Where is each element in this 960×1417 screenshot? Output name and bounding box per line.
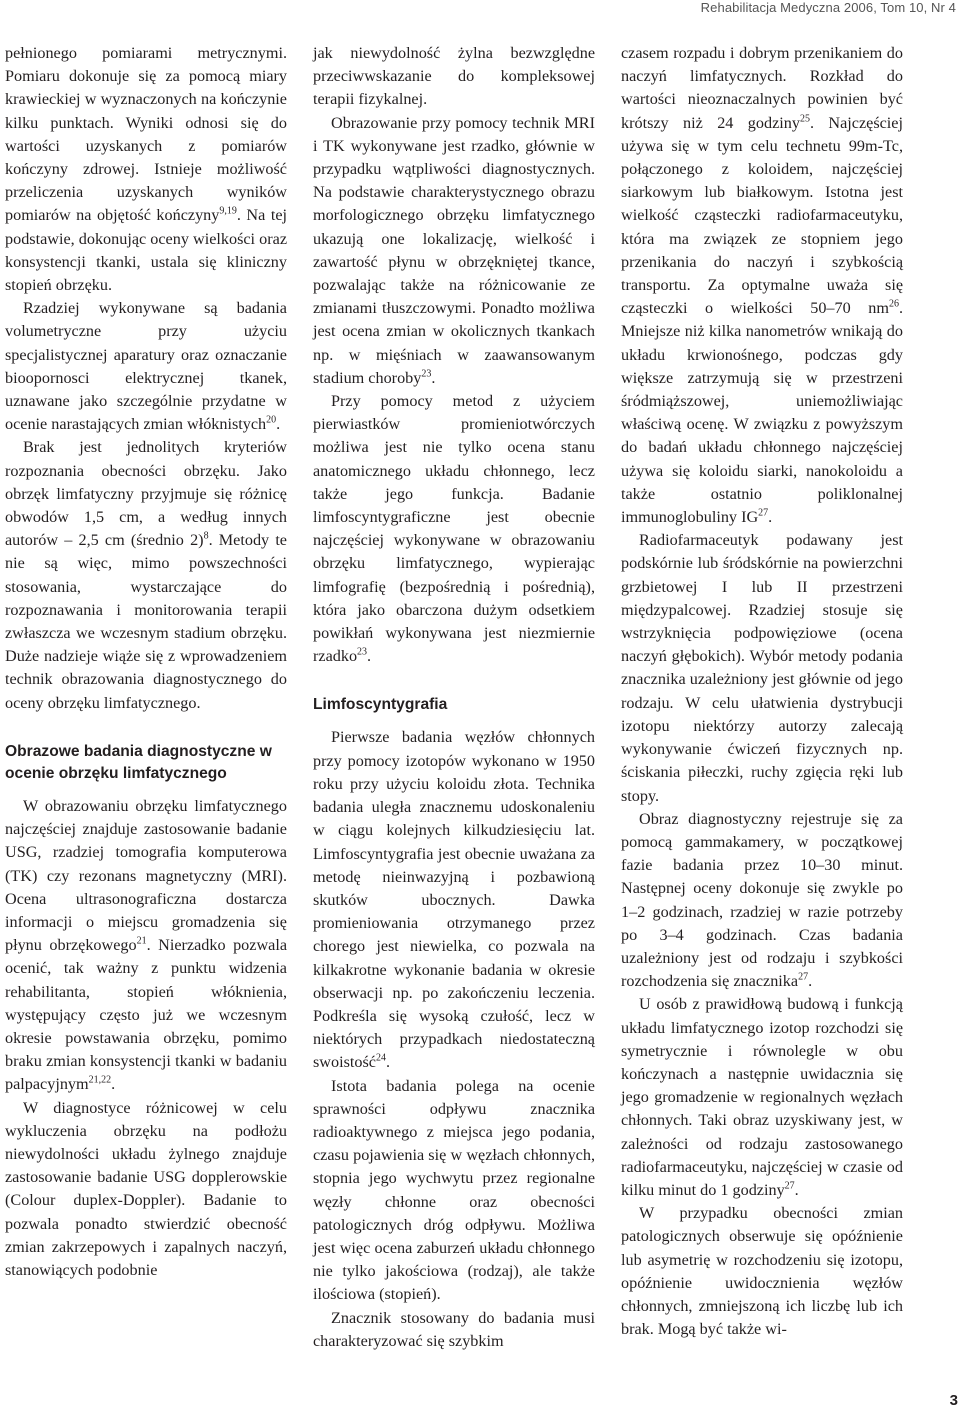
running-header: Rehabilitacja Medyczna 2006, Tom 10, Nr 4 — [700, 0, 956, 15]
paragraph: Znacznik stosowany do badania musi charakteryzować się szybkim — [313, 1308, 595, 1350]
citation-ref: 27 — [798, 971, 809, 983]
citation-ref: 25 — [799, 113, 810, 125]
paragraph: czasem rozpadu i dobrym przenikaniem do naczyń limfatycznych. Rozkład do wartości nieoznaczalnych powinien być krótszy niż 24 godziny$^{25}$. Najczęściej używa się w tym celu technetu 99m-Tc, połączonego z koloidem, najczęściej siarkowym lub białkowym. Istotna jest wielkość cząsteczki radiofarmaceutyku, która ma związek ze stopniem jego przenikania do naczyń i szybkością transportu. Za optymalne uważa się cząsteczki o wielkości 50–70 $nm^{26}$. Mniejsze niż kilka nanometrów wnikają do układu krwionośnego, podczas gdy większe zatrzymują się w przestrzeni śródmiąższowej, uniemożliwiając właściwą ocenę. W związku z powyższym do badań układu chłonnego najczęściej używa się koloidu siarki, nanokoloidu a także ostatnio poliklonalnej immunoglobuliny IG$^{27}$. — [621, 44, 903, 527]
column-2 — [313, 42, 595, 1353]
paragraph: W obrazowaniu obrzęku limfatycznego najczęściej znajduje zastosowanie badanie USG, rzadziej tomografia komputerowa (TK) czy rezonans magnetyczny (MRI). Ocena ultrasonograficzna dostarcza informacji o miejscu gromadzenia się płynu obrzękowego$^{21}$. Nierzadko pozwala ocenić, tak ważny z punktu widzenia rehabilitanta, stopień włóknienia, występujący często już we wczesnym okresie powstawania obrzęku, pomimo braku zmian konsystencji tkanki w badaniu palpacyjnym$^{21,22}$. — [5, 796, 288, 1094]
paragraph: Istota badania polega na ocenie sprawności odpływu znacznika radioaktywnego z miejsca jego podania, czasu pojawienia się w węzłach chłonnych, stopnia jego wychwytu przez regionalne węzły chłonne oraz obecności patologicznych dróg odpływu. Możliwa jest więc ocena zaburzeń układu chłonnego nie tylko jakościowa (rodzaj), ale także ilościowa (stopień). — [313, 1076, 595, 1304]
paragraph: Obrazowanie przy pomocy technik MRI i TK wykonywane jest rzadko, głównie w przypadku wątpliwości diagnostycznych. Na podstawie charakterystycznego obrazu morfologicznego obrzęku limfatycznego ukazują one lokalizację, wielkość i zawartość płynu w obrzękniętej tkance, pozwalając także na różnicowanie ze zmianami tłuszczowymi. Ponadto możliwa jest ocena zmian w okolicznych tkankach np. w mięśniach w zaawansowanym stadium choroby$^{23}$. — [313, 113, 595, 387]
citation-ref: 21 — [136, 935, 147, 947]
paragraph: Obraz diagnostyczny rejestruje się za pomocą gammakamery, w początkowej fazie badania przez 10–30 minut. Następnej oceny dokonuje się zwykle po 1–2 godzinach, rzadziej w razie potrzeby po 3–4 godzinach. Czas badania uzależniony jest od rodzaju i szybkości rozchodzenia się znacznika$^{27}$. — [621, 809, 903, 991]
paragraph: Radiofarmaceutyk podawany jest podskórnie lub śródskórnie na powierzchni grzbietowej I lub II przestrzeni międzypalcowej. Rzadziej stosuje się wstrzyknięcia podpowięziowe (ocena naczyń głębokich). Wybór metody podania znacznika uzależniony jest głównie od jego rodzaju. W celu ułatwienia dystrybucji izotopu niektórzy autorzy zalecają wykonywanie ćwiczeń fizycznych np. ściskania piłeczki, ruchy zgięcia ręki lub stopy. — [621, 531, 903, 805]
citation-ref: 20 — [266, 414, 277, 426]
paragraph: jak niewydolność żylna bezwzględne przeciwwskazanie do kompleksowej terapii fizykalnej. — [313, 44, 595, 109]
page-number: 3 — [949, 1392, 958, 1409]
column-1 — [5, 42, 287, 1282]
paragraph: Pierwsze badania węzłów chłonnych przy pomocy izotopów wykonano w 1950 roku przy użyciu koloidu złota. Technika badania uległa znacznemu udoskonaleniu w ciągu kolejnych kilkudziesięciu lat. Limfoscyntygrafia jest obecnie uważana za metodę nieinwazyjną i pozbawioną skutków ubocznych. Dawka promieniowania otrzymanego przez chorego jest niewielka, co pozwala na kilkakrotne wykonanie badania w okresie obserwacji np. po zakończeniu leczenia. Podkreśla się wysoką czułość, lecz w niektórych przypadkach niedostateczną swoistość$^{24}$. — [313, 728, 595, 1072]
paragraph: pełnionego pomiarami metrycznymi. Pomiaru dokonuje się za pomocą miary krawieckiej w wyznaczonych na kończynie kilku punktach. Wyniki odnosi się do wartości uzyskanych z pomiarów kończyny zdrowej. Istnieje możliwość przeliczenia uzyskanych wyników pomiarów na objętość kończyny$^{9,19}$. Na tej podstawie, dokonując oceny wielkości oraz konsystencji tkanki, ustala się kliniczny stopień obrzęku. — [5, 44, 287, 295]
section-heading: Limfoscyntygrafia — [313, 696, 448, 714]
citation-ref: 27 — [784, 1180, 795, 1192]
paragraph: Przy pomocy metod z użyciem pierwiastków promieniotwórczych możliwa jest nie tylko ocena stanu anatomicznego układu chłonnego, lecz także jego funkcja. Badanie limfoscyntygraficzne jest obecnie najczęściej wykonywane w obrazowaniu obrzęku limfatycznego, wypierając limfografię (bezpośrednią i pośrednią), która jako obarczona dużym odsetkiem powikłań wykonywana jest niezmiernie rzadko$^{23}$. — [313, 392, 595, 666]
citation-ref: 21,22 — [88, 1074, 112, 1086]
section-heading: Obrazowe badania diagnostyczne w ocenie obrzęku limfatycznego — [5, 742, 272, 782]
citation-ref: 23 — [357, 646, 368, 658]
citation-ref: 8 — [203, 530, 209, 542]
column-3 — [621, 42, 903, 1341]
paragraph: W przypadku obecności zmian patologicznych obserwuje się opóźnienie lub asymetrię w rozchodzeniu się izotopu, opóźnienie uwidocznienia węzłów chłonnych, zmniejszoną ich liczbę lub ich brak. Mogą być także wi- — [621, 1204, 903, 1339]
paragraph: W diagnostyce różnicowej w celu wykluczenia obrzęku na podłożu niewydolności układu żylnego znajduje zastosowanie badanie USG dopplerowskie (Colour duplex-Doppler). Badanie to pozwala ponadto stwierdzić obecność zmian zakrzepowych i zapalnych naczyń, stanowiących podobnie — [5, 1098, 287, 1279]
citation-ref: 27 — [758, 507, 769, 519]
citation-ref: 26 — [888, 298, 899, 310]
citation-ref: 9,19 — [219, 206, 237, 218]
paragraph: Brak jest jednolitych kryteriów rozpoznania obecności obrzęku. Jako obrzęk limfatyczny przyjmuje się różnicę obwodów 1,5 cm, a według innych autorów – 2,5 cm (średnio 2)$^8$. Metody te nie są więc, mimo powszechności stosowania, wystarczające do rozpoznawania i monitorowania terapii zwłaszcza we wczesnym stadium obrzęku. Duże nadzieje wiąże się z wprowadzeniem technik obrazowania diagnostycznego do oceny obrzęku limfatycznego. — [5, 438, 287, 712]
citation-ref: 24 — [375, 1052, 386, 1064]
paragraph: Rzadziej wykonywane są badania volumetryczne przy użyciu specjalistycznej aparatury oraz oznaczanie bioopornosci elektrycznej tkanek, uznawane jako szczególnie przydatne w ocenie narastających zmian włóknistych$^{20}$. — [5, 299, 287, 434]
citation-ref: 23 — [421, 368, 432, 380]
paragraph: U osób z prawidłową budową i funkcją układu limfatycznego izotop rozchodzi się symetrycznie i równolegle w obu kończynach a następnie uwidacznia się jego gromadzenie w regionalnych węzłach chłonnych. Taki obraz uzyskiwany jest, w zależności od rodzaju zastosowanego radiofarmaceutyku, najczęściej w czasie od kilku minut do 1 godziny$^{27}$. — [621, 995, 903, 1199]
